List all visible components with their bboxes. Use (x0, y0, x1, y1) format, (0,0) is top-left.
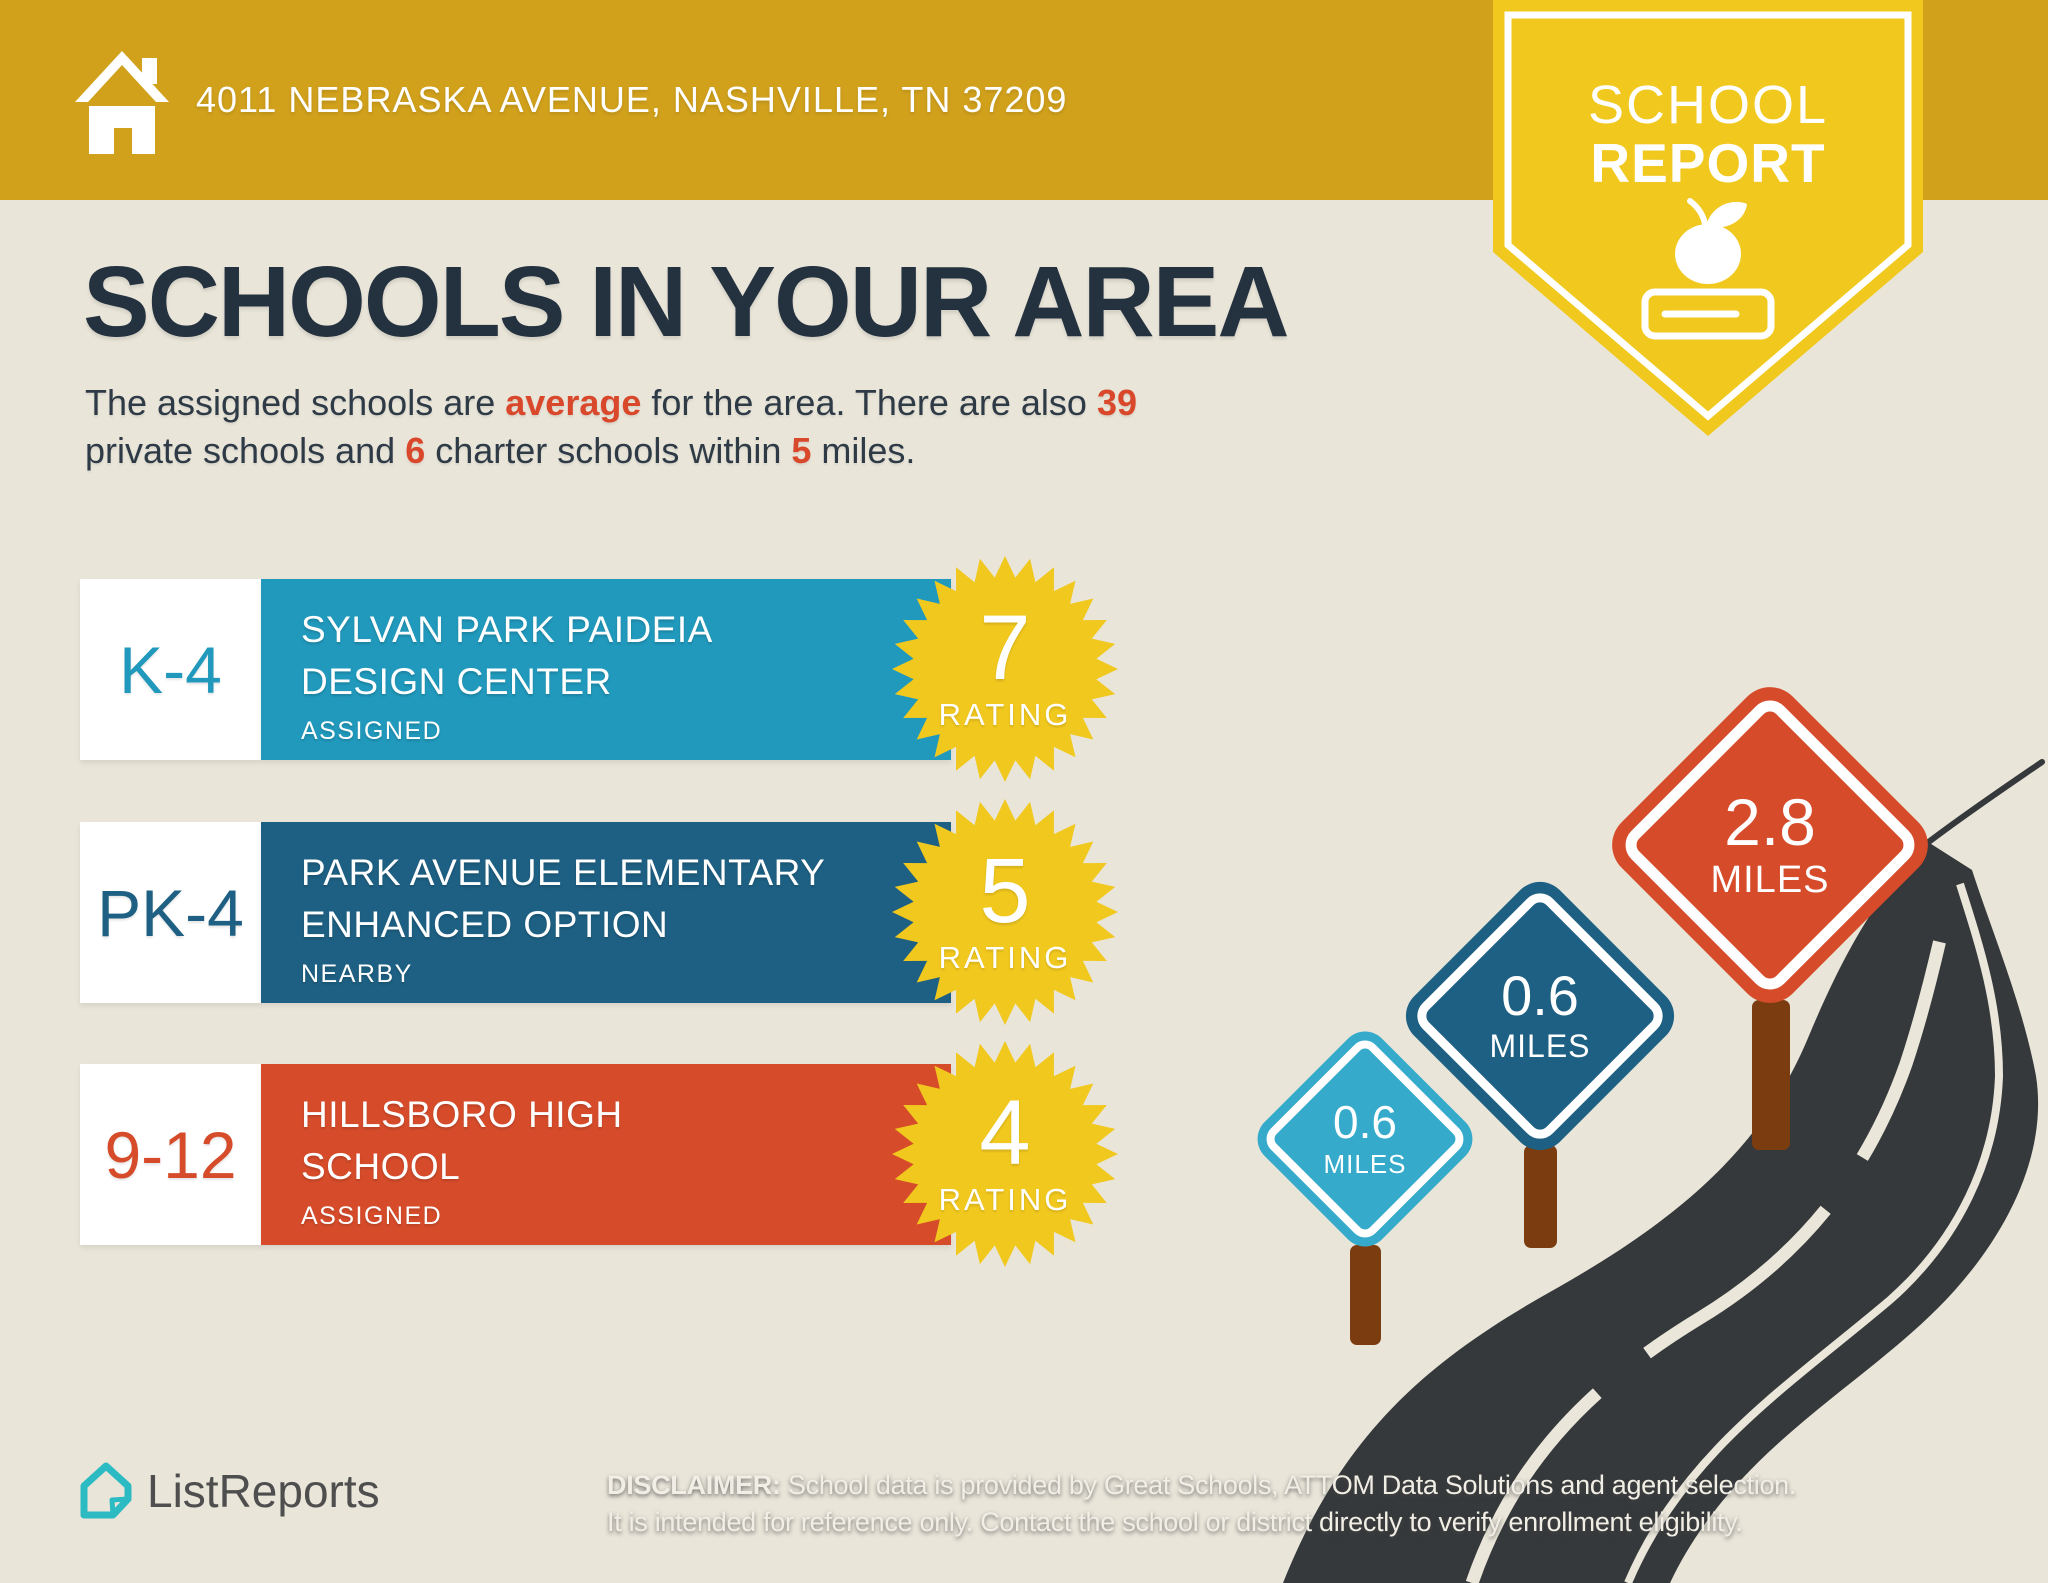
listreports-logo (80, 1462, 380, 1520)
rating-value: 5 (979, 840, 1031, 943)
disclaimer: DISCLAIMER: School data is provided by Great Schools, ATTOM Data Solutions and agent selection. It is intended for reference only. Contact the school or district directly to verify enrollment eligibility. (607, 1470, 1797, 1537)
school-bar (261, 822, 951, 1003)
sign-unit: MILES (1710, 858, 1830, 901)
home-icon (72, 42, 172, 159)
school-status: NEARBY (301, 960, 413, 988)
highlight-charter-count: 6 (405, 430, 426, 471)
grade-range: 9-12 (104, 1117, 237, 1192)
sign-post (1524, 1145, 1557, 1248)
intro-line1: The assigned schools are average for the area. There are also 39 (85, 382, 1137, 423)
disclaimer-label: DISCLAIMER: (607, 1470, 781, 1500)
sign-unit: MILES (1489, 1027, 1591, 1064)
school-row (80, 1064, 1200, 1245)
school-bar (261, 1064, 951, 1245)
school-name: SYLVAN PARK PAIDEIA DESIGN CENTER (301, 609, 713, 702)
grade-box (80, 1064, 261, 1245)
sign-post (1752, 1000, 1790, 1150)
sign-distance: 2.8 (1724, 784, 1816, 859)
distance-sign-mid (1437, 913, 1643, 1119)
school-name: PARK AVENUE ELEMENTARY ENHANCED OPTION (301, 852, 826, 945)
sign-unit: MILES (1323, 1148, 1407, 1179)
school-status: ASSIGNED (301, 717, 443, 745)
road-horizon-line (1926, 762, 2042, 844)
rating-value: 7 (979, 597, 1031, 700)
rating-badge (885, 549, 1125, 789)
distance-sign-near (1282, 1056, 1448, 1222)
brand-name: ListReports (147, 1465, 380, 1517)
rating-label: RATING (938, 1181, 1072, 1217)
badge-line2: REPORT (1590, 132, 1826, 194)
school-report-badge (1493, 0, 1923, 436)
grade-range: PK-4 (97, 875, 244, 950)
grade-range: K-4 (119, 632, 222, 707)
school-status: ASSIGNED (301, 1202, 443, 1230)
school-row (80, 579, 1200, 760)
listreports-house-icon (80, 1462, 132, 1520)
rating-label: RATING (938, 939, 1072, 975)
intro-text (85, 379, 1137, 475)
rating-label: RATING (938, 696, 1072, 732)
intro-line2: private schools and 6 charter schools within 5 miles. (85, 430, 916, 471)
rating-badge (885, 792, 1125, 1032)
highlight-miles: 5 (791, 430, 812, 471)
sign-post (1350, 1245, 1381, 1345)
sign-distance: 0.6 (1333, 1095, 1397, 1148)
highlight-average: average (505, 382, 642, 423)
distance-sign-far (1649, 724, 1891, 966)
grade-box (80, 822, 261, 1003)
sign-distance: 0.6 (1501, 963, 1579, 1027)
rating-value: 4 (979, 1082, 1031, 1185)
property-address: 4011 NEBRASKA AVENUE, NASHVILLE, TN 37209 (196, 79, 1068, 120)
highlight-private-count: 39 (1096, 382, 1137, 423)
page-title: SCHOOLS IN YOUR AREA (83, 246, 1288, 358)
school-row (80, 822, 1200, 1003)
badge-line1: SCHOOL (1587, 75, 1829, 135)
school-name: HILLSBORO HIGH SCHOOL (301, 1094, 623, 1187)
rating-badge (885, 1034, 1125, 1274)
grade-box (80, 579, 261, 760)
school-bar (261, 579, 951, 760)
